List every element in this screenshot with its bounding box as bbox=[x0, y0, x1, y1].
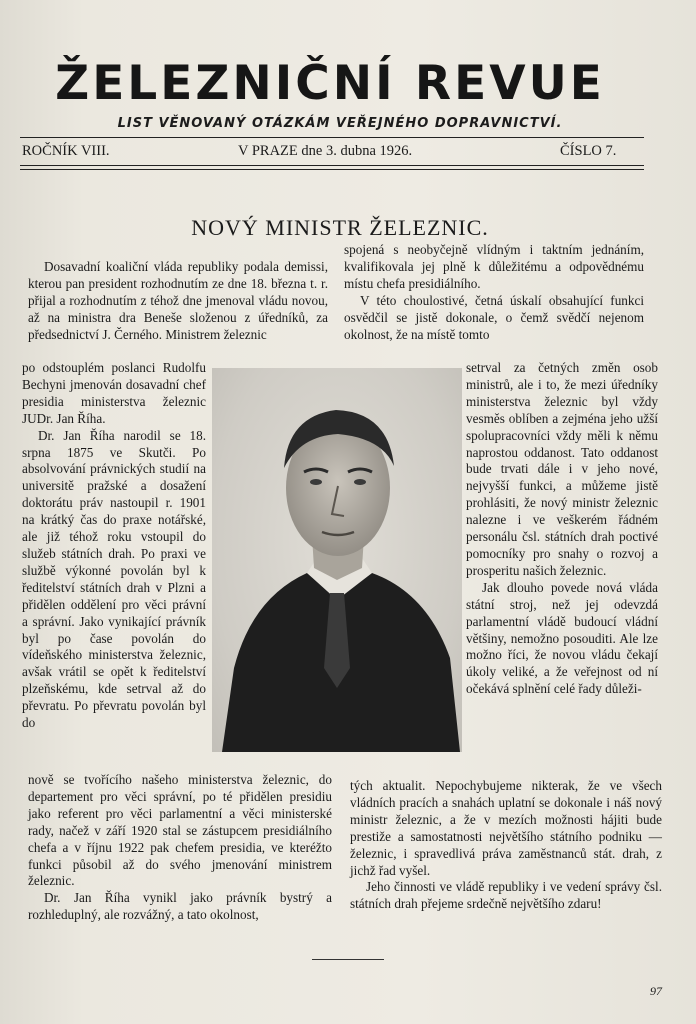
paragraph: Dr. Jan Říha vynikl jako právník bystrý a rozhleduplný, ale rozvážný, a tato okolnost, bbox=[28, 890, 332, 923]
paragraph: V této choulostivé, četná úskalí obsahující funkci osvědčil se jistě dokonale, o čemž svědčí nejenom okolnost, že na místě tomto bbox=[344, 292, 644, 342]
paragraph: spojená s neobyčejně vlídným i taktním jednáním, kvalifikovala jej plně k důležitému a odpovědnému místu chefa presidiálního. bbox=[344, 242, 644, 291]
right-column-bottom bbox=[350, 778, 662, 913]
paragraph: setrval za četných změn osob ministrů, ale i to, že mezi úředníky ministerstva železnic byl vždy vesměs oblíben a zejména jeho užší spolupracovníci vždy měli k němu naprostou oddanost. Tato oddanost bude trvati dále i v jeho nové, nejvyšší funkci, a můžeme jistě prohlásiti, že nový ministr železnic nalezne i ve veškerém řádném personálu čsl. státních drah poctivé pomocníky pro snahy o rozvoj a prosperitu našich železnic. bbox=[466, 360, 658, 578]
minister-portrait-photo bbox=[212, 368, 462, 752]
masthead-title: ŽELEZNIČNÍ REVUE bbox=[55, 56, 605, 111]
header-rule-bottom-thin bbox=[20, 169, 644, 170]
left-column-bottom bbox=[28, 772, 332, 924]
issue-number: ČÍSLO 7. bbox=[560, 143, 617, 159]
right-column-top bbox=[344, 242, 644, 343]
dateline: V PRAZE dne 3. dubna 1926. bbox=[238, 143, 413, 159]
paragraph: tých aktualit. Nepochybujeme nikterak, že ve všech vládních pracích a snahách uplatní se dokonale i náš nový ministr železnic, a že v mezích možnosti hájiti bude prestiže a samostatnosti největšího státního podniku — železnic, i spravedlivá práva zaměstnanců stát. drah, z jichž řad vyšel. bbox=[350, 778, 662, 878]
article-end-rule bbox=[312, 959, 384, 960]
header-rule-top bbox=[20, 137, 644, 138]
paragraph: Jak dlouho povede nová vláda státní stroj, než jej odevzdá parlamentní vládě budoucí vládní většiny, nemožno posouditi. Ale lze možno říci, že novou vládu čekají úkoly veliké, a že veřejnost od ní očekává splnění celé řady důleži- bbox=[466, 579, 658, 697]
paragraph: Jeho činnosti ve vládě republiky i ve vedení správy čsl. státních drah přejeme srdečně největšího zdaru! bbox=[350, 879, 662, 912]
header-rule-bottom bbox=[20, 165, 644, 166]
paragraph: Dr. Jan Říha narodil se 18. srpna 1875 ve Skutči. Po absolvování právnických studií na universitě pražské a dosažení doktorátu práv nastoupil r. 1901 na krátký čas do praxe notářské, ale již téhož roku vstoupil do služeb státních drah. Po praxi ve službě výkonné povolán byl k ředitelství státních drah v Plzni a přidělen oddělení pro věci právní a správní. Jako vynikající právník byl po čase povolán do vídeňského ministerstva železnic, avšak vrátil se opět k ředitelství plzeňskému, kde setrval až do převratu. Po převratu povolán byl do bbox=[22, 427, 206, 731]
paragraph: nově se tvořícího našeho ministerstva železnic, do departement pro věci správní, po té přidělen presidiu jako referent pro věci parlamentní a věci ministerské rady, načež v září 1920 stal se zástupcem presidiálního chefa a v říjnu 1922 pak chefem presidia, ve kteréžto funkci působil až do svého jmenování ministrem železnic. bbox=[28, 772, 332, 889]
volume-label: ROČNÍK VIII. bbox=[22, 143, 110, 159]
paragraph: Dosavadní koaliční vláda republiky podala demissi, kterou pan president rozhodnutím ze dne 18. března t. r. přijal a rozhodnutím z téhož dne jmenoval vládu novou, až na ministra dra Beneše složenou z úředníků, za předsednictví J. Černého. Ministrem železnic bbox=[28, 259, 328, 342]
right-column-beside-photo bbox=[466, 360, 658, 698]
masthead-subtitle: LIST VĚNOVANÝ OTÁZKÁM VEŘEJNÉHO DOPRAVNICTVÍ. bbox=[117, 116, 563, 131]
left-column-beside-photo bbox=[22, 360, 206, 732]
portrait-illustration bbox=[212, 368, 462, 752]
paragraph: po odstouplém poslanci Rudolfu Bechyni jmenován dosavadní chef presidia ministerstva železnic JUDr. Jan Říha. bbox=[22, 360, 206, 426]
article-headline: NOVÝ MINISTR ŽELEZNIC. bbox=[191, 215, 489, 240]
page-number: 97 bbox=[650, 984, 662, 998]
